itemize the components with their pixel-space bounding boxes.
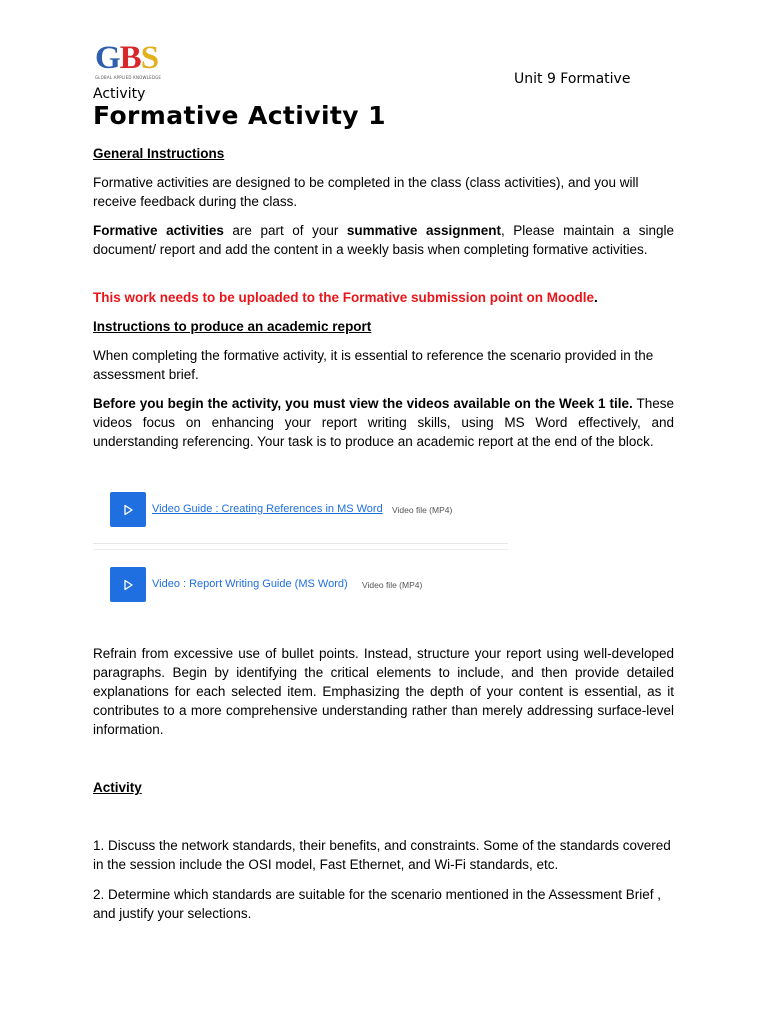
logo-tagline: GLOBAL APPLIED KNOWLEDGE xyxy=(95,75,162,80)
upload-warning: This work needs to be uploaded to the Formative submission point on Moodle. xyxy=(93,290,598,305)
general-paragraph-2: Formative activities are part of your summative assignment, Please maintain a single document/ report and add the content in a weekly basis when completing formative activities. xyxy=(93,223,674,257)
videos-notice-bold: Before you begin the activity, you must view the videos available on the Week 1 tile. xyxy=(93,396,633,411)
gbs-logo xyxy=(95,42,173,86)
formative-activities-bold: Formative activities xyxy=(93,223,224,238)
logo-letters: GBS xyxy=(95,40,159,76)
summative-assignment-bold: summative assignment xyxy=(346,223,501,238)
video-link-report-writing[interactable]: Video : Report Writing Guide (MS Word) xyxy=(152,578,348,590)
page-title: Formative Activity 1 xyxy=(93,101,386,130)
activity-item-1: 1. Discuss the network standards, their benefits, and constraints. Some of the standards covered in the session include the OSI model, Fast Ethernet, and Wi-Fi standards, etc. xyxy=(93,838,671,872)
instructions-paragraph-1: When completing the formative activity, it is essential to reference the scenario provided in the assessment brief. xyxy=(93,348,654,382)
divider xyxy=(93,543,508,544)
instructions-paragraph-2: Before you begin the activity, you must view the videos available on the Week 1 tile. These videos focus on enhancing your report writing skills, using MS Word effectively, and understanding referencing. Your task is to produce an academic report at the end of the block. xyxy=(93,396,674,449)
general-instructions-heading: General Instructions xyxy=(93,146,225,161)
guidance-paragraph: Refrain from excessive use of bullet points. Instead, structure your report using well-developed paragraphs. Begin by identifying the critical elements to include, and then provide detailed explanations for each selected item. Emphasizing the depth of your content is essential, as it contributes to a more comprehensive understanding rather than merely addressing surface-level information. xyxy=(93,646,674,737)
unit-label-continued: Activity xyxy=(93,86,146,102)
activity-item-2: 2. Determine which standards are suitable for the scenario mentioned in the Assessment Brief , and justify your selections. xyxy=(93,887,662,921)
video-item[interactable] xyxy=(93,556,508,612)
divider xyxy=(93,549,508,550)
play-icon[interactable] xyxy=(110,567,146,602)
activity-heading: Activity xyxy=(93,780,142,795)
video-link-references[interactable]: Video Guide : Creating References in MS Word xyxy=(152,503,383,515)
video-item[interactable] xyxy=(93,481,508,537)
unit-label: Unit 9 Formative xyxy=(514,71,631,87)
video-type: Video file (MP4) xyxy=(362,580,423,590)
general-paragraph-1: Formative activities are designed to be completed in the class (class activities), and you will receive feedback during the class. xyxy=(93,175,639,209)
report-instructions-heading: Instructions to produce an academic report xyxy=(93,319,372,334)
play-icon[interactable] xyxy=(110,492,146,527)
video-type: Video file (MP4) xyxy=(392,505,453,515)
